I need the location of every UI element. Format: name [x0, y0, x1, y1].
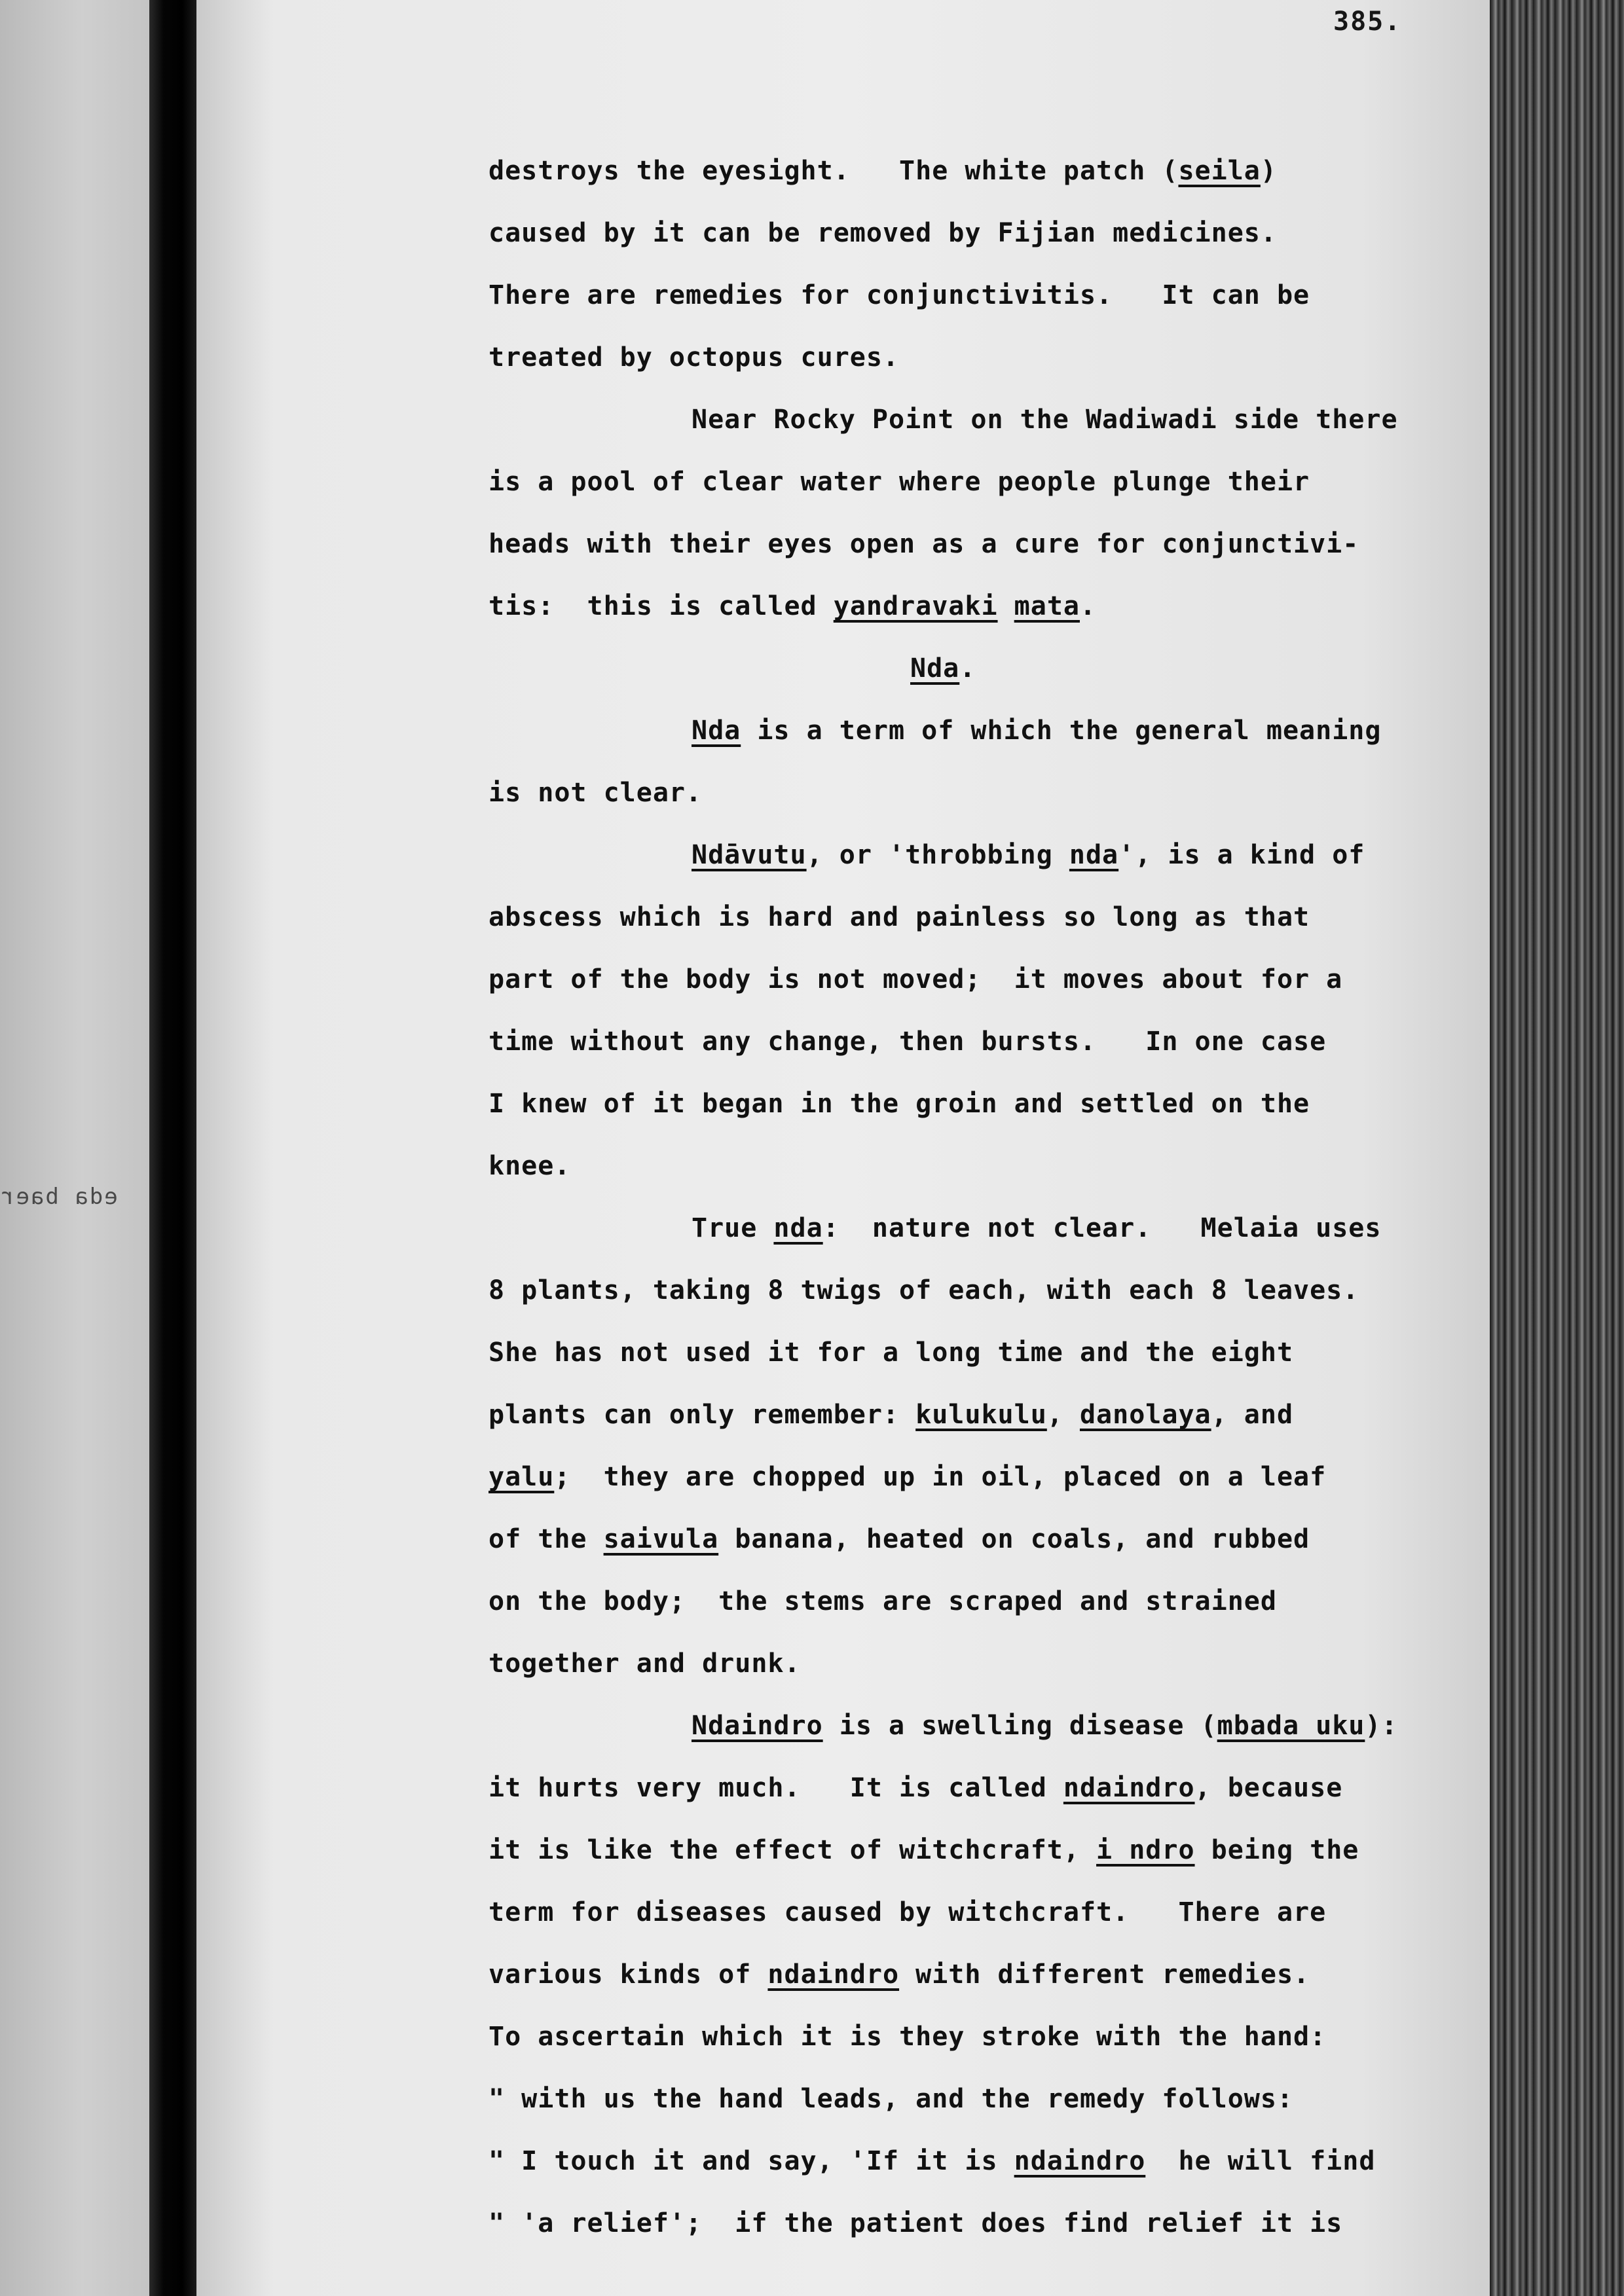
- text-line: [489, 575, 1487, 638]
- text-segment: heads with their eyes open as a cure for conjunctivi-: [489, 529, 1359, 559]
- text-line: [489, 140, 1487, 202]
- text-segment: .: [1079, 591, 1097, 621]
- text-line: [489, 327, 1487, 389]
- text-line: [489, 1446, 1487, 1508]
- underlined-term: ndaindro: [1014, 2146, 1146, 2176]
- text-segment: ; they are chopped up in oil, placed on a leaf: [554, 1462, 1327, 1492]
- text-segment: " I touch it and say, 'If it is: [489, 2146, 1014, 2176]
- text-segment: he will find: [1145, 2146, 1376, 2176]
- text-segment: " 'a relief'; if the patient does find relief it is: [489, 2208, 1343, 2238]
- text-line: [489, 513, 1487, 575]
- text-segment: is a pool of clear water where people plunge their: [489, 467, 1310, 497]
- text-line: [489, 2193, 1487, 2255]
- text-line: [489, 202, 1487, 264]
- text-line: [489, 1882, 1487, 1944]
- underlined-term: kulukulu: [915, 1400, 1047, 1430]
- text-line: [489, 1073, 1487, 1135]
- text-segment: ): [1260, 156, 1277, 186]
- text-segment: it hurts very much. It is called: [489, 1773, 1063, 1803]
- text-segment: being the: [1194, 1835, 1359, 1865]
- text-line: [489, 1322, 1487, 1384]
- text-line: [489, 1260, 1487, 1322]
- underlined-term: saivula: [603, 1524, 719, 1554]
- section-heading: [489, 638, 1487, 700]
- underlined-term: mbada uku: [1217, 1711, 1365, 1741]
- underlined-term: danolaya: [1079, 1400, 1211, 1430]
- text-segment: knee.: [489, 1151, 571, 1181]
- text-line: [489, 1135, 1487, 1197]
- text-segment: I knew of it began in the groin and settled on the: [489, 1089, 1310, 1119]
- text-segment: .: [959, 653, 976, 683]
- text-segment: 8 plants, taking 8 twigs of each, with each 8 leaves.: [489, 1275, 1359, 1305]
- underlined-term: seila: [1178, 156, 1261, 186]
- text-segment: caused by it can be removed by Fijian medicines.: [489, 218, 1277, 248]
- text-line: [489, 2006, 1487, 2068]
- text-segment: is a term of which the general meaning: [741, 716, 1382, 746]
- text-segment: : nature not clear. Melaia uses: [822, 1213, 1382, 1243]
- text-line: [489, 1384, 1487, 1446]
- text-line: [489, 700, 1487, 762]
- underlined-term: yalu: [489, 1462, 555, 1492]
- text-segment: part of the body is not moved; it moves about for a: [489, 964, 1343, 994]
- text-line: [489, 949, 1487, 1011]
- text-line: [489, 824, 1487, 886]
- text-segment: various kinds of: [489, 1959, 768, 1990]
- text-segment: There are remedies for conjunctivitis. It can be: [489, 280, 1310, 310]
- text-segment: ', is a kind of: [1118, 840, 1365, 870]
- underlined-term: Ndaindro: [692, 1711, 823, 1741]
- text-line: [489, 2068, 1487, 2130]
- text-line: [489, 1819, 1487, 1882]
- text-line: [489, 1508, 1487, 1571]
- underlined-term: nda: [773, 1213, 823, 1243]
- text-segment: She has not used it for a long time and the eight: [489, 1338, 1294, 1368]
- text-segment: , and: [1211, 1400, 1294, 1430]
- text-segment: of the: [489, 1524, 604, 1554]
- text-line: [489, 264, 1487, 327]
- underlined-term: Ndāvutu: [692, 840, 807, 870]
- underlined-term: ndaindro: [767, 1959, 900, 1990]
- text-segment: , because: [1194, 1773, 1343, 1803]
- underlined-term: Nda: [910, 653, 960, 683]
- text-segment: is not clear.: [489, 778, 703, 808]
- underlined-term: ndaindro: [1063, 1773, 1195, 1803]
- text-segment: ,: [1046, 1400, 1080, 1430]
- margin-note: eda baer: [0, 1184, 118, 1210]
- text-line: [489, 1633, 1487, 1695]
- underlined-term: nda: [1069, 840, 1119, 870]
- text-segment: " with us the hand leads, and the remedy follows:: [489, 2084, 1294, 2114]
- text-segment: abscess which is hard and painless so long as that: [489, 902, 1310, 932]
- text-line: [489, 2130, 1487, 2193]
- text-segment: True: [692, 1213, 774, 1243]
- text-segment: To ascertain which it is they stroke with the hand:: [489, 2022, 1327, 2052]
- text-line: [489, 1944, 1487, 2006]
- text-line: [489, 762, 1487, 824]
- text-line: [489, 1011, 1487, 1073]
- text-segment: it is like the effect of witchcraft,: [489, 1835, 1097, 1865]
- text-line: [489, 1571, 1487, 1633]
- text-line: [489, 389, 1487, 451]
- underlined-term: mata: [1014, 591, 1080, 621]
- text-line: [489, 886, 1487, 949]
- text-segment: treated by octopus cures.: [489, 342, 900, 373]
- page-edges: [1490, 0, 1624, 2296]
- text-segment: on the body; the stems are scraped and strained: [489, 1586, 1277, 1616]
- page-number: 385.: [1333, 7, 1402, 37]
- text-segment: is a swelling disease (: [822, 1711, 1217, 1741]
- text-segment: with different remedies.: [899, 1959, 1310, 1990]
- text-segment: tis: this is called: [489, 591, 834, 621]
- text-segment: banana, heated on coals, and rubbed: [718, 1524, 1310, 1554]
- facing-page-strip: [0, 0, 149, 2296]
- text-line: [489, 1757, 1487, 1819]
- text-segment: plants can only remember:: [489, 1400, 916, 1430]
- text-segment: term for diseases caused by witchcraft. There are: [489, 1897, 1327, 1927]
- underlined-term: yandravaki: [833, 591, 998, 621]
- text-segment: destroys the eyesight. The white patch (: [489, 156, 1179, 186]
- typed-text-body: [489, 140, 1487, 2255]
- underlined-term: Nda: [692, 716, 741, 746]
- text-segment: together and drunk.: [489, 1649, 801, 1679]
- underlined-term: i ndro: [1096, 1835, 1195, 1865]
- text-segment: ):: [1365, 1711, 1398, 1741]
- text-segment: , or 'throbbing: [806, 840, 1069, 870]
- text-line: [489, 1695, 1487, 1757]
- text-line: [489, 451, 1487, 513]
- text-segment: time without any change, then bursts. In one case: [489, 1027, 1327, 1057]
- text-segment: [998, 591, 1014, 621]
- text-line: [489, 1197, 1487, 1260]
- text-segment: Near Rocky Point on the Wadiwadi side there: [692, 405, 1398, 435]
- book-binding: [149, 0, 196, 2296]
